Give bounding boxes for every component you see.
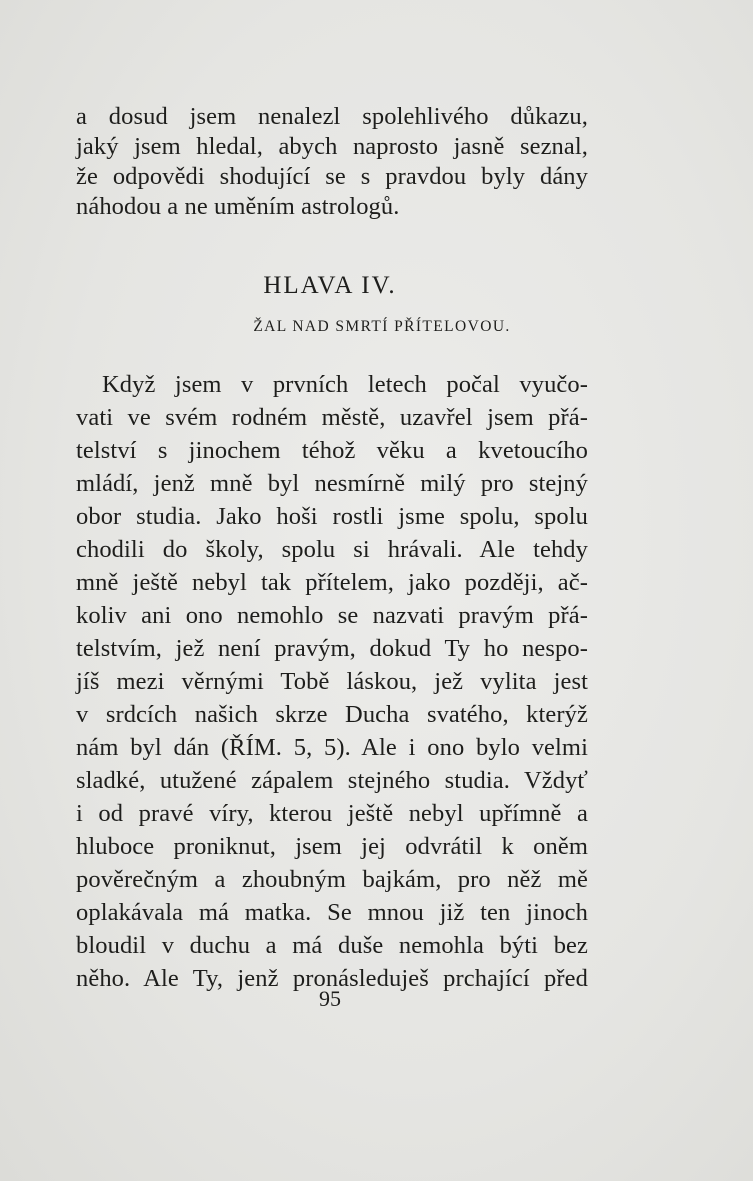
text-line: a dosud jsem nenalezl spolehlivého důkazu, xyxy=(76,103,588,130)
text-line: telství s jinochem téhož věku a kvetoucího xyxy=(76,437,588,464)
text-line: obor studia. Jako hoši rostli jsme spolu, spolu xyxy=(76,503,588,530)
text-line: nám byl dán (ŘÍM. 5, 5). Ale i ono bylo velmi xyxy=(76,734,588,761)
text-line: mládí, jenž mně byl nesmírně milý pro stejný xyxy=(76,470,588,497)
text-line: něho. Ale Ty, jenž pronásleduješ prchající před xyxy=(76,965,588,992)
text-line: jaký jsem hledal, abych naprosto jasně seznal, xyxy=(76,133,588,160)
text-line: že odpovědi shodující se s pravdou byly dány xyxy=(76,163,588,190)
text-line: v srdcích našich skrze Ducha svatého, kterýž xyxy=(76,701,588,728)
chapter-heading: HLAVA IV. xyxy=(263,272,397,299)
text-line: mně ještě nebyl tak přítelem, jako později, ač- xyxy=(76,569,588,596)
text-line: telstvím, jež není pravým, dokud Ty ho nespo- xyxy=(76,635,588,662)
text-line: koliv ani ono nemohlo se nazvati pravým přá- xyxy=(76,602,588,629)
chapter-subheading: ŽAL NAD SMRTÍ PŘÍTELOVOU. xyxy=(253,318,511,335)
page-number: 95 xyxy=(319,986,341,1011)
text-line: jíš mezi věrnými Tobě láskou, jež vylita jest xyxy=(76,668,588,695)
text-line: náhodou a ne uměním astrologů. xyxy=(76,193,400,220)
text-line: oplakávala má matka. Se mnou již ten jinoch xyxy=(76,899,588,926)
text-line: sladké, utužené zápalem stejného studia. Vždyť xyxy=(76,767,588,794)
text-line: Když jsem v prvních letech počal vyučo- xyxy=(102,371,588,398)
text-line: chodili do školy, spolu si hrávali. Ale tehdy xyxy=(76,536,588,563)
text-line: hluboce proniknut, jsem jej odvrátil k oněm xyxy=(76,833,588,860)
text-line: bloudil v duchu a má duše nemohla býti bez xyxy=(76,932,588,959)
text-line: vati ve svém rodném městě, uzavřel jsem přá- xyxy=(76,404,588,431)
text-line: pověrečným a zhoubným bajkám, pro něž mě xyxy=(76,866,588,893)
text-line: i od pravé víry, kterou ještě nebyl upřímně a xyxy=(76,800,588,827)
